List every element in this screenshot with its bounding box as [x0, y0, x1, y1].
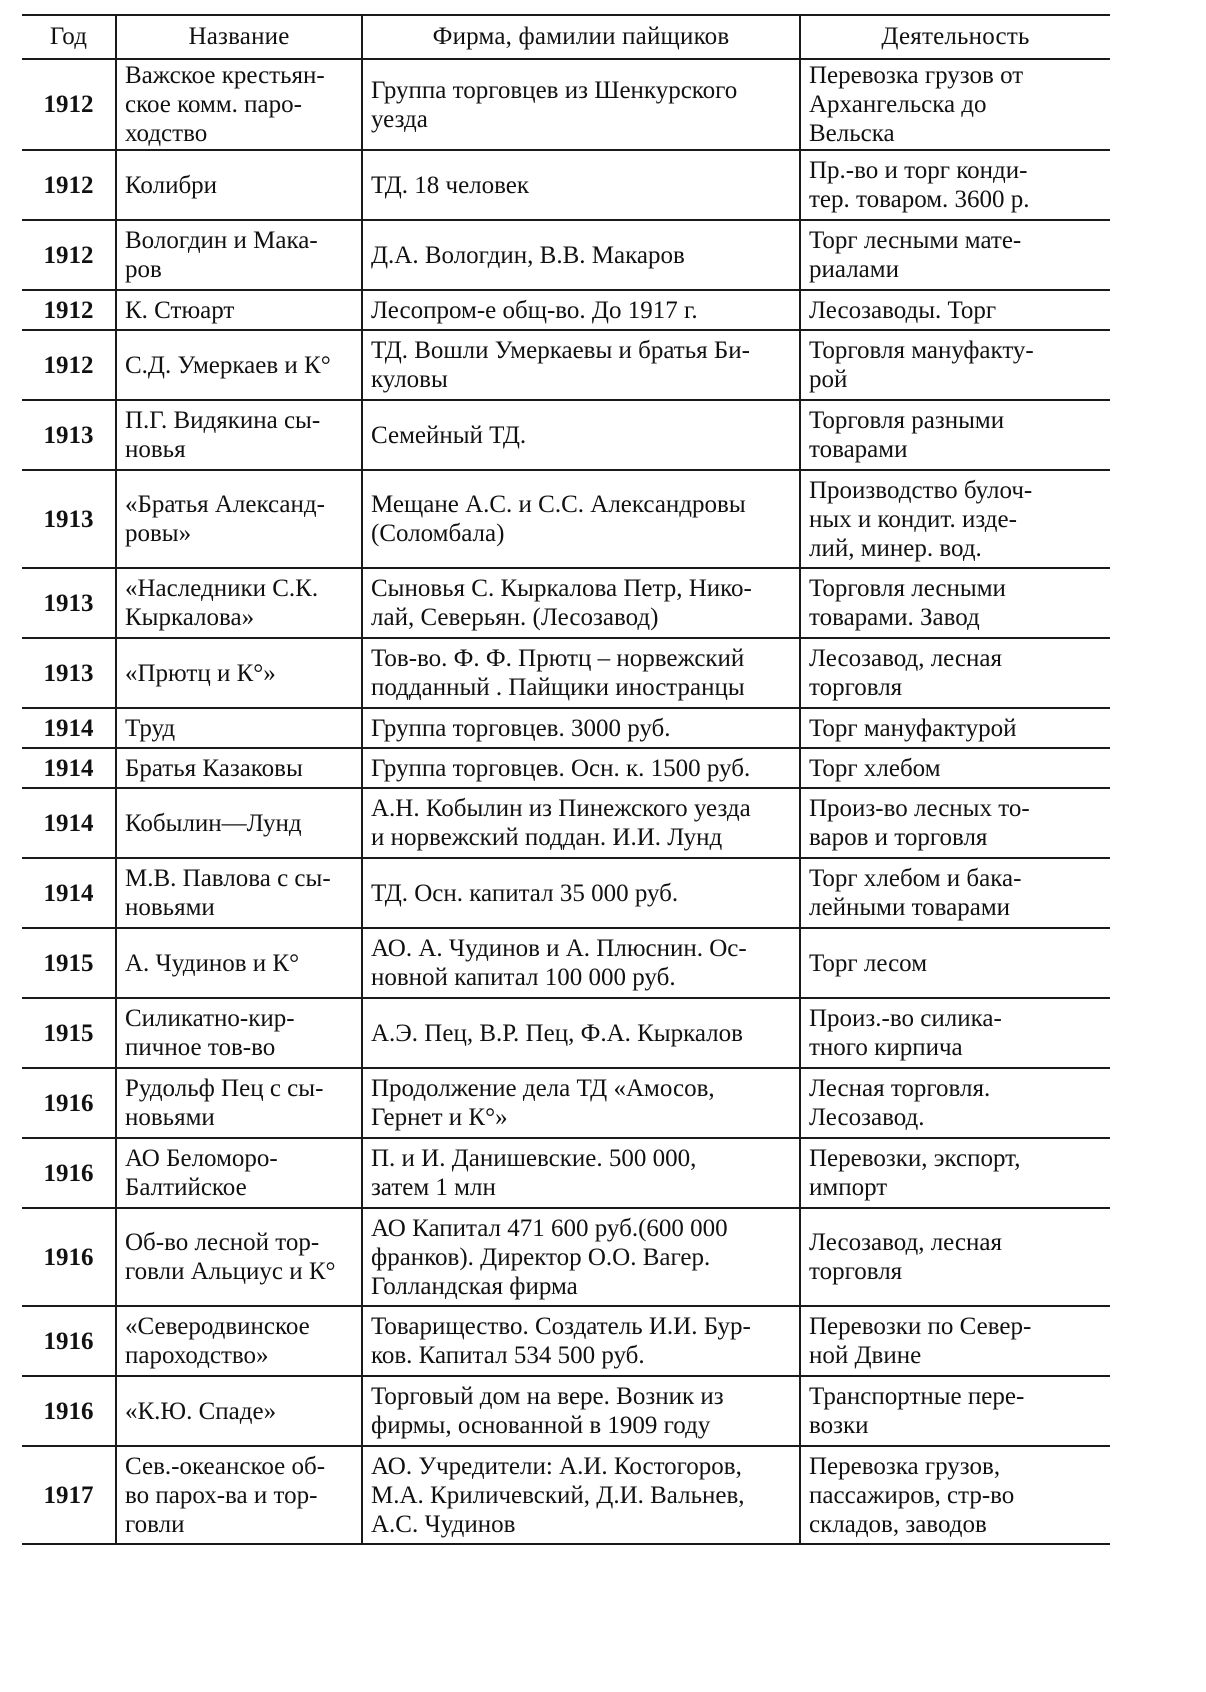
table-row [22, 470, 1110, 568]
table-row [22, 708, 1110, 748]
cell-name: Братья Казаковы [116, 748, 362, 788]
cell-activity: Торг мануфактурой [800, 708, 1110, 748]
cell-activity: Торг хлебом [800, 748, 1110, 788]
table-row [22, 1306, 1110, 1376]
cell-firm: ТД. Осн. капитал 35 000 руб. [362, 858, 800, 928]
table-row [22, 1208, 1110, 1306]
cell-name: А. Чудинов и К° [116, 928, 362, 998]
cell-name: М.В. Павлова с сы- новьями [116, 858, 362, 928]
cell-firm: А.Н. Кобылин из Пинежского уезда и норвежский поддан. И.И. Лунд [362, 788, 800, 858]
table-row [22, 638, 1110, 708]
cell-activity: Торговля лесными товарами. Завод [800, 568, 1110, 638]
cell-name: «Братья Александ- ровы» [116, 470, 362, 568]
cell-year: 1914 [22, 748, 116, 788]
table-row [22, 220, 1110, 290]
cell-firm: Семейный ТД. [362, 400, 800, 470]
cell-year: 1912 [22, 330, 116, 400]
cell-firm: Тов-во. Ф. Ф. Прютц – норвежский подданный . Пайщики иностранцы [362, 638, 800, 708]
cell-name: Об-во лесной тор- говли Альциус и К° [116, 1208, 362, 1306]
header-activity: Деятельность [800, 15, 1110, 59]
cell-activity: Перевозка грузов, пассажиров, стр-во складов, заводов [800, 1446, 1110, 1544]
cell-activity: Лесная торговля. Лесозавод. [800, 1068, 1110, 1138]
table-row [22, 290, 1110, 330]
cell-firm: Торговый дом на вере. Возник из фирмы, основанной в 1909 году [362, 1376, 800, 1446]
cell-activity: Лесозавод, лесная торговля [800, 638, 1110, 708]
cell-activity: Торговля разными товарами [800, 400, 1110, 470]
table-row [22, 1068, 1110, 1138]
cell-activity: Перевозки, экспорт, импорт [800, 1138, 1110, 1208]
table-row [22, 1446, 1110, 1544]
cell-year: 1916 [22, 1068, 116, 1138]
cell-year: 1916 [22, 1376, 116, 1446]
table-row [22, 150, 1110, 220]
cell-year: 1916 [22, 1306, 116, 1376]
cell-name: «Прютц и К°» [116, 638, 362, 708]
cell-year: 1914 [22, 788, 116, 858]
cell-firm: АО. Учредители: А.И. Костогоров, М.А. Криличевский, Д.И. Вальнев, А.С. Чудинов [362, 1446, 800, 1544]
cell-year: 1912 [22, 59, 116, 150]
cell-name: «Наследники С.К. Кыркалова» [116, 568, 362, 638]
header-year: Год [22, 15, 116, 59]
table-row [22, 1138, 1110, 1208]
cell-year: 1916 [22, 1208, 116, 1306]
table-row [22, 568, 1110, 638]
cell-firm: Группа торговцев. Осн. к. 1500 руб. [362, 748, 800, 788]
table-row [22, 928, 1110, 998]
cell-year: 1913 [22, 470, 116, 568]
cell-firm: П. и И. Данишевские. 500 000, затем 1 млн [362, 1138, 800, 1208]
cell-firm: АО Капитал 471 600 руб.(600 000 франков). Директор О.О. Вагер. Голландская фирма [362, 1208, 800, 1306]
cell-year: 1914 [22, 858, 116, 928]
cell-name: К. Стюарт [116, 290, 362, 330]
cell-name: Сев.-океанское об- во парох-ва и тор- говли [116, 1446, 362, 1544]
cell-firm: Группа торговцев из Шенкурского уезда [362, 59, 800, 150]
table-row [22, 998, 1110, 1068]
cell-name: П.Г. Видякина сы- новья [116, 400, 362, 470]
table-header-row [22, 15, 1110, 59]
cell-firm: А.Э. Пец, В.Р. Пец, Ф.А. Кыркалов [362, 998, 800, 1068]
cell-name: Вологдин и Мака- ров [116, 220, 362, 290]
cell-year: 1913 [22, 568, 116, 638]
cell-name: «К.Ю. Спаде» [116, 1376, 362, 1446]
enterprises-table [22, 14, 1110, 1545]
cell-firm: Группа торговцев. 3000 руб. [362, 708, 800, 748]
cell-firm: Д.А. Вологдин, В.В. Макаров [362, 220, 800, 290]
cell-name: Важское крестьян- ское комм. паро- ходство [116, 59, 362, 150]
cell-year: 1915 [22, 998, 116, 1068]
cell-activity: Пр.-во и торг конди- тер. товаром. 3600 р. [800, 150, 1110, 220]
table-row [22, 1376, 1110, 1446]
cell-name: Рудольф Пец с сы- новьями [116, 1068, 362, 1138]
cell-activity: Торг хлебом и бака- лейными товарами [800, 858, 1110, 928]
cell-year: 1913 [22, 400, 116, 470]
table-row [22, 330, 1110, 400]
cell-activity: Торг лесными мате- риалами [800, 220, 1110, 290]
cell-year: 1912 [22, 220, 116, 290]
table-row [22, 400, 1110, 470]
cell-firm: Продолжение дела ТД «Амосов, Гернет и К°» [362, 1068, 800, 1138]
cell-firm: Товарищество. Создатель И.И. Бур- ков. Капитал 534 500 руб. [362, 1306, 800, 1376]
table-row [22, 748, 1110, 788]
cell-name: Силикатно-кир- пичное тов-во [116, 998, 362, 1068]
cell-year: 1912 [22, 290, 116, 330]
cell-activity: Перевозка грузов от Архангельска до Вельска [800, 59, 1110, 150]
cell-firm: Лесопром-е общ-во. До 1917 г. [362, 290, 800, 330]
cell-year: 1913 [22, 638, 116, 708]
cell-firm: ТД. 18 человек [362, 150, 800, 220]
header-name: Название [116, 15, 362, 59]
table-body [22, 59, 1110, 1544]
cell-activity: Торговля мануфакту- рой [800, 330, 1110, 400]
cell-activity: Производство булоч- ных и кондит. изде- лий, минер. вод. [800, 470, 1110, 568]
table-row [22, 788, 1110, 858]
cell-year: 1917 [22, 1446, 116, 1544]
cell-year: 1914 [22, 708, 116, 748]
cell-name: Колибри [116, 150, 362, 220]
cell-activity: Произ.-во силика- тного кирпича [800, 998, 1110, 1068]
cell-activity: Торг лесом [800, 928, 1110, 998]
cell-firm: Мещане А.С. и С.С. Александровы (Соломбала) [362, 470, 800, 568]
cell-firm: АО. А. Чудинов и А. Плюснин. Ос- новной капитал 100 000 руб. [362, 928, 800, 998]
cell-firm: ТД. Вошли Умеркаевы и братья Би- куловы [362, 330, 800, 400]
cell-year: 1915 [22, 928, 116, 998]
cell-name: С.Д. Умеркаев и К° [116, 330, 362, 400]
cell-year: 1912 [22, 150, 116, 220]
cell-year: 1916 [22, 1138, 116, 1208]
cell-name: Кобылин—Лунд [116, 788, 362, 858]
cell-activity: Лесозаводы. Торг [800, 290, 1110, 330]
table-row [22, 59, 1110, 150]
cell-activity: Перевозки по Север- ной Двине [800, 1306, 1110, 1376]
cell-activity: Транспортные пере- возки [800, 1376, 1110, 1446]
cell-name: АО Беломоро- Балтийское [116, 1138, 362, 1208]
cell-name: Труд [116, 708, 362, 748]
cell-firm: Сыновья С. Кыркалова Петр, Нико- лай, Северьян. (Лесозавод) [362, 568, 800, 638]
cell-name: «Северодвинское пароходство» [116, 1306, 362, 1376]
header-firm: Фирма, фамилии пайщиков [362, 15, 800, 59]
cell-activity: Произ-во лесных то- варов и торговля [800, 788, 1110, 858]
cell-activity: Лесозавод, лесная торговля [800, 1208, 1110, 1306]
table-row [22, 858, 1110, 928]
